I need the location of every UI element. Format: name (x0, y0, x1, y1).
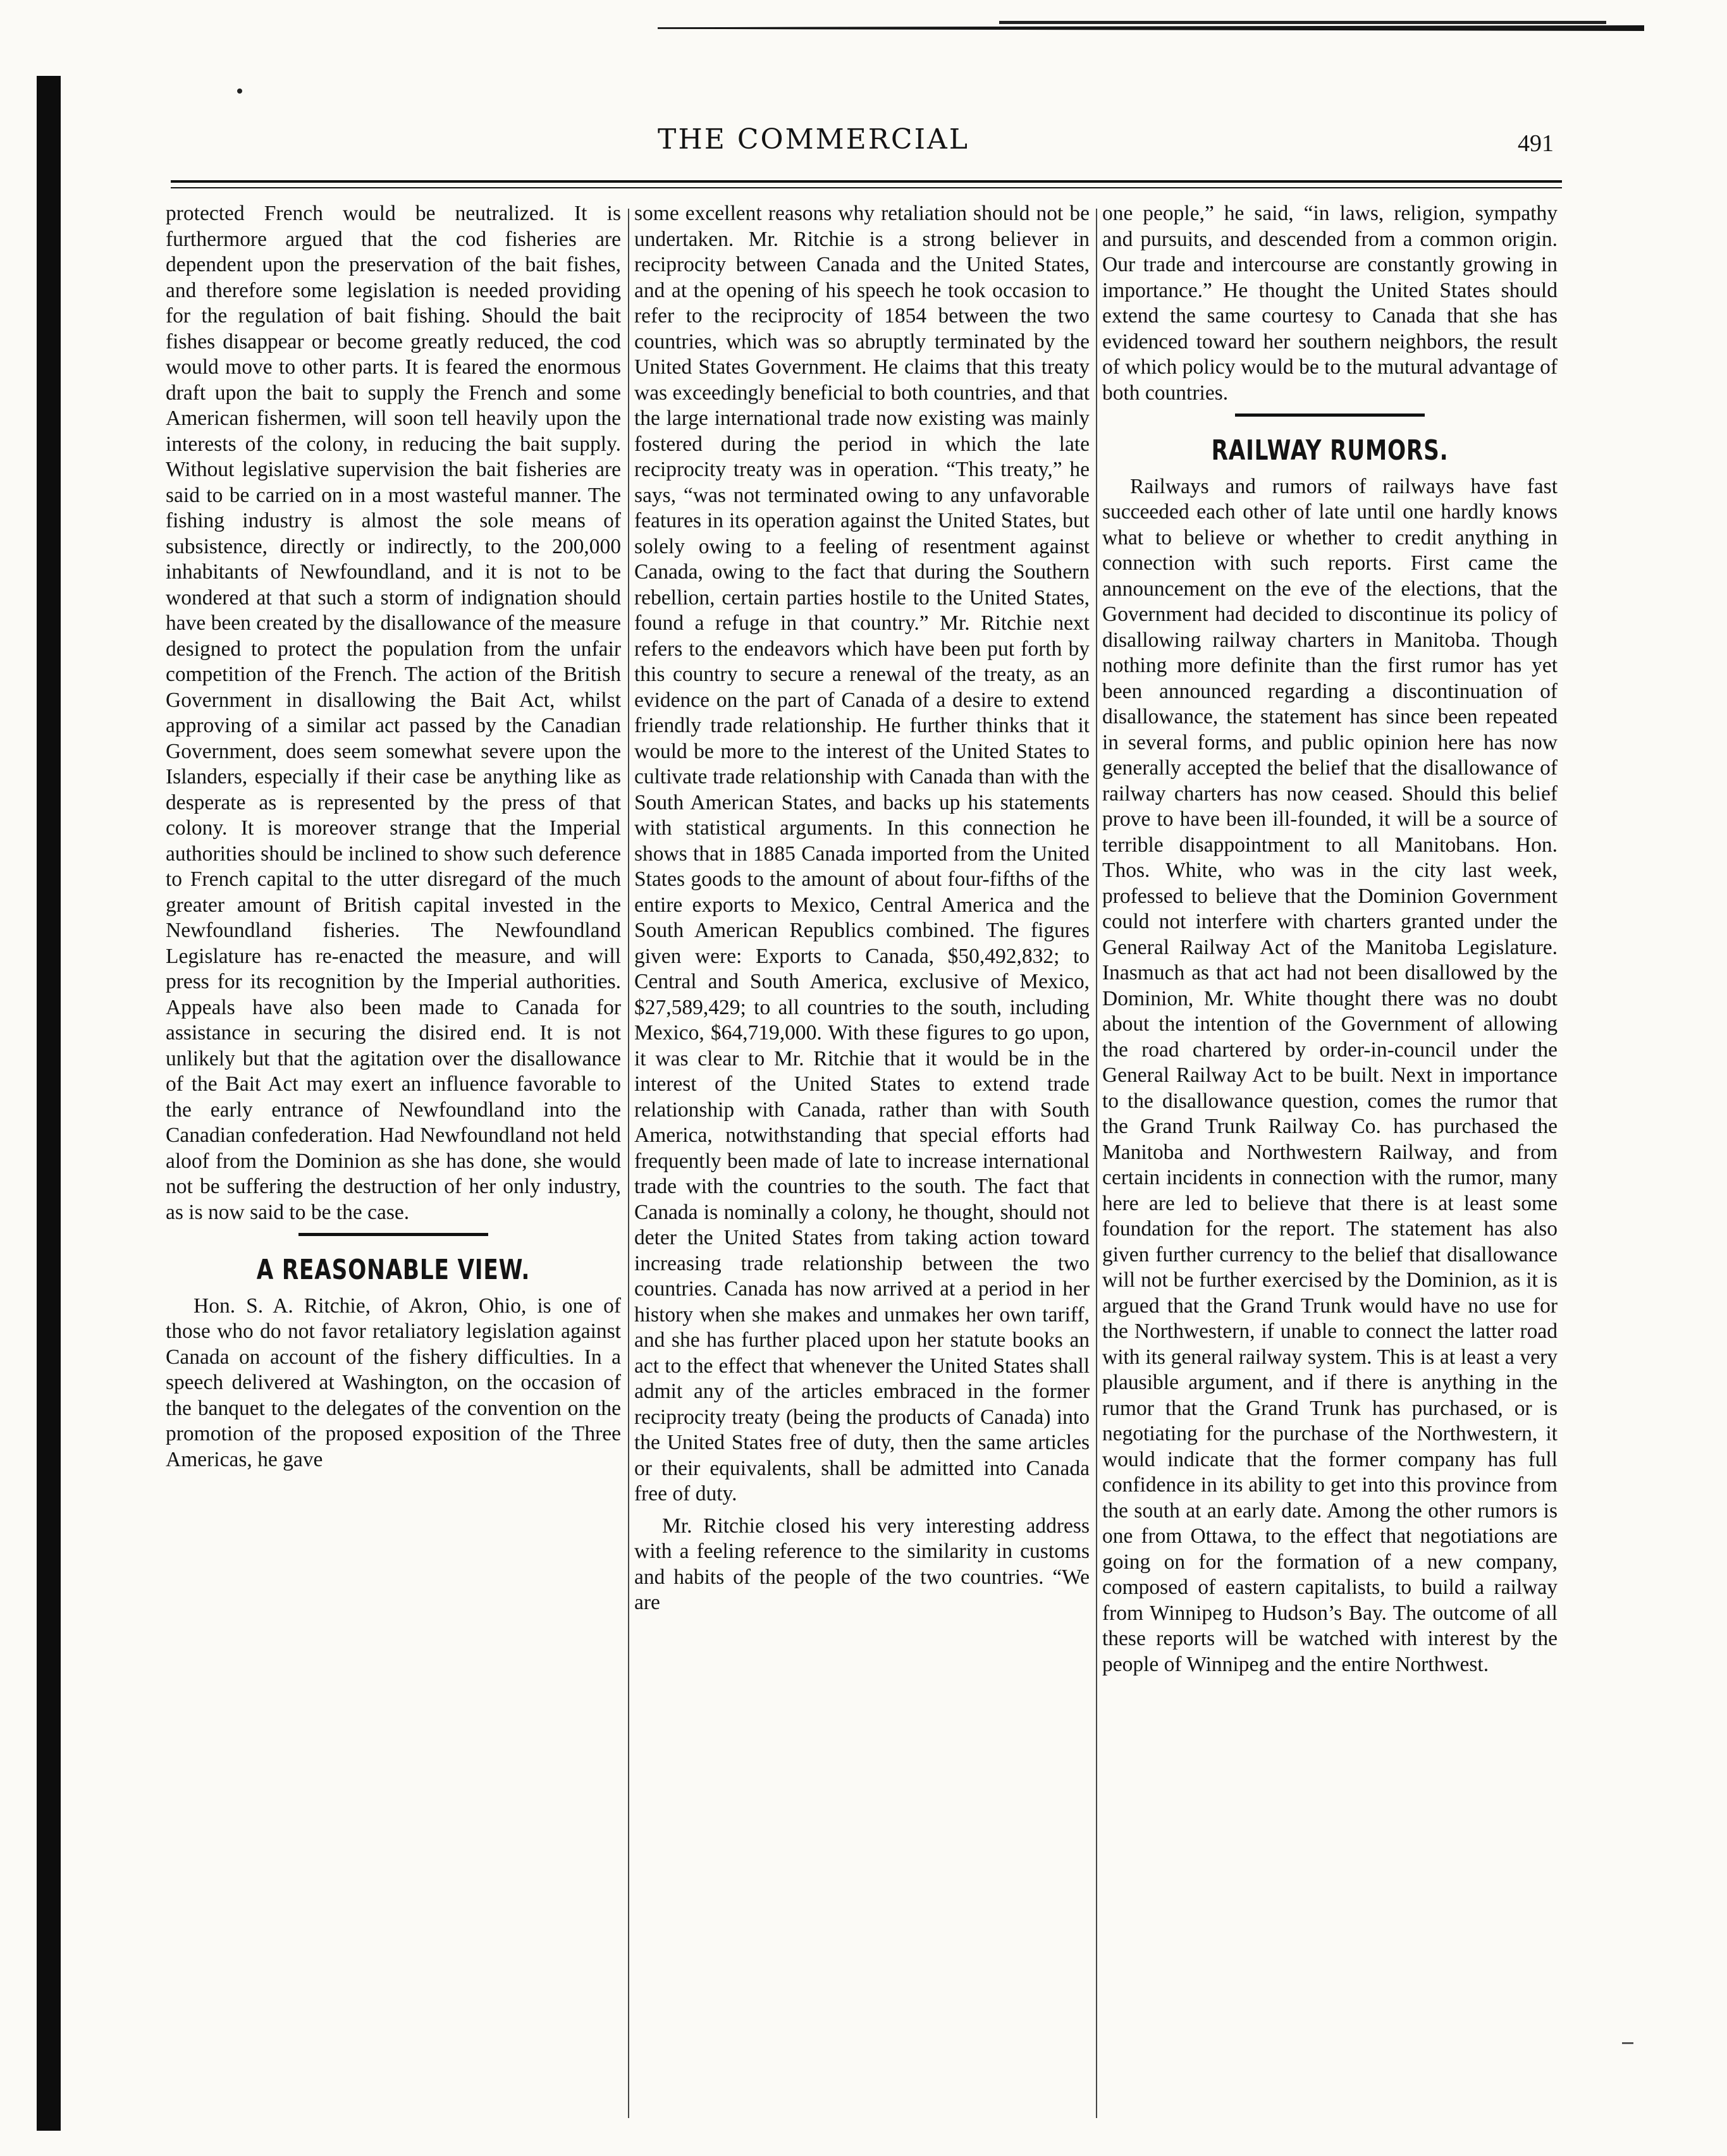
column-1 (166, 201, 621, 2126)
heading-railway-rumors: RAILWAY RUMORS. (1211, 434, 1449, 467)
column-3 (1102, 201, 1558, 2126)
column-divider (1096, 209, 1097, 2118)
header-rule-thin (171, 187, 1562, 188)
article-text: some excellent reasons why retaliation should not be undertaken. Mr. Ritchie is a strong believer in reciprocity between Canada and the United States, and at the opening of his speech he took occasion to refer to the reciprocity of 1854 between the two countries, which was so abruptly terminated by the United States Government. He claims that this treaty was exceedingly beneficial to both countries, and that the large international trade now existing was mainly fostered during the period in which the late reciprocity treaty was in operation. “This treaty,” he says, “was not terminated owing to any unfavorable features in its operation against the United States, but solely owing to a feeling of resentment against Canada, owing to the fact that during the Southern rebellion, certain parties hostile to the United States, found a refuge in that country.” Mr. Ritchie next refers to the endeavors which have been put forth by this country to secure a renewal of the treaty, as an evidence on the part of Canada of a desire to extend friendly trade relationship. He further thinks that it would be more to the interest of the United States to cultivate trade relationship with Canada than with the South American States, and backs up his statements with statistical arguments. In this connection he shows that in 1885 Canada imported from the United States goods to the amount of about four-fifths of the entire exports to Mexico, Central America and the South American Republics combined. The figures given were: Exports to Canada, $50,492,832; to Central and South America, exclusive of Mexico, $27,589,429; to all countries to the south, including Mexico, $64,719,000. With these figures to go upon, it was clear to Mr. Ritchie that it would be in the interest of the United States to extend trade relationship with Canada, rather than with South America, notwithstanding that special efforts had frequently been made of late to increase international trade with the countries to the south. The fact that Canada is nominally a colony, he thought, should not deter the United States from taking action toward increasing trade relationship between the two countries. Canada has now arrived at a period in her history when she makes and unmakes her own tariff, and she has further placed upon her statute books an act to the effect that whenever the United States shall admit any of the articles embraced in the former reciprocity treaty (being the products of Canada) into the United States free of duty, then the same articles or their equivalents, shall be admitted into Canada free of duty. (634, 202, 1090, 1505)
page-number: 491 (1518, 130, 1554, 157)
page-speck (237, 89, 242, 94)
heading-rule (1235, 413, 1425, 417)
masthead-title: THE COMMERCIAL (658, 123, 969, 156)
column-2 (634, 201, 1090, 2126)
article-text: Railways and rumors of railways have fast succeeded each other of late until one hardly knows what to believe or whether to credit anything in connection with such reports. First came the announcement on the eve of the elections, that the Government had decided to discontinue its policy of disallowing railway charters in Manitoba. Though nothing more definite than the first rumor has yet been announced regarding a discontinuation of disallowance, the statement has since been repeated in several forms, and public opinion here has now generally accepted the belief that the disallowance of railway charters has now ceased. Should this belief prove to have been ill-founded, it will be a source of terrible disappointment to all Manitobans. Hon. Thos. White, who was in the city last week, professed to believe that the Dominion Government could not interfere with charters granted under the General Railway Act of the Manitoba Legislature. Inasmuch as that act had not been disallowed by the Dominion, Mr. White thought there was no doubt about the intention of the Government of allowing the road chartered by order-in-council under the General Railway Act to be built. Next in importance to the disallowance question, comes the rumor that the Grand Trunk Railway Co. has purchased the Manitoba and Northwestern Railway, and from certain incidents in connection with the rumor, many here are led to believe that there is at least some foundation for the report. The statement has also given further currency to the belief that disallowance will not be further exercised by the Dominion, as it is argued that the Grand Trunk would have no use for the Northwestern, if unable to connect the latter road with its general railway system. This is at least a very plausible argument, and if there is anything in the rumor that the Grand Trunk has purchased, or is negotiating for the purchase of the Northwestern, it would indicate that the former company has full confidence in its ability to get into this province from the south at an early date. Among the other rumors is one from Ottawa, to the effect that negotiations are going on for the formation of a new company, composed of eastern capitalists, to build a railway from Winnipeg to Hudson’s Bay. The outcome of all these reports will be watched with interest by the people of Winnipeg and the entire Northwest. (1102, 474, 1558, 1676)
heading-a-reasonable-view: A REASONABLE VIEW. (256, 1254, 531, 1286)
article-text: protected French would be neutralized. It is furthermore argued that the cod fisheries are dependent upon the preservation of the bait fishes, and therefore some legislation is needed providing for the regulation of bait fishing. Should the bait fishes disappear or become greatly reduced, the cod would move to other parts. It is feared the enormous draft upon the bait to supply the French and some American fishermen, will soon tell heavily upon the interests of the colony, in reducing the bait supply. Without legislative supervision the bait fisheries are said to be carried on in a most wasteful manner. The fishing industry is almost the sole means of subsistence, directly or indirectly, to the 200,000 inhabitants of Newfoundland, and it is not to be wondered at that such a storm of indignation should have been created by the disallowance of the measure designed to protect the population from the unfair competition of the French. The action of the British Government in disallowing the Bait Act, whilst approving of a similar act passed by the Canadian Government, does seem somewhat severe upon the Islanders, especially if their case be anything like as desperate as is represented by the press of that colony. It is moreover strange that the Imperial authorities should be inclined to show such deference to French capital to the utter disregard of the much greater amount of British capital invested in the Newfoundland fisheries. The Newfoundland Legislature has re-enacted the measure, and will press for its recognition by the Imperial authorities. Appeals have also been made to Canada for assistance in securing the disired end. It is not unlikely but that the agitation over the disallowance of the Bait Act may exert an influence favorable to the early entrance of Newfoundland into the Canadian confederation. Had Newfoundland not held aloof from the Dominion as she has done, she would not be suffering the destruction of her only industry, as is now said to be the case. (166, 202, 621, 1224)
header-rule (171, 180, 1562, 183)
binding-edge (37, 76, 61, 2131)
section-heading (166, 1233, 621, 1286)
column-divider (628, 209, 629, 2118)
heading-rule (298, 1233, 488, 1236)
article-text: Hon. S. A. Ritchie, of Akron, Ohio, is one of those who do not favor retaliatory legislation against Canada on account of the fishery difficulties. In a speech delivered at Washington, on the occasion of the banquet to the delegates of the convention on the promotion of the proposed exposition of the Three Americas, he gave (166, 1294, 621, 1471)
article-text: one people,” he said, “in laws, religion, sympathy and pursuits, and descended from a common origin. Our trade and intercourse are constantly growing in importance.” He thought the United States should extend the same courtesy to Canada that she has evidenced toward her southern neighbors, the result of which policy would be to the mutural advantage of both countries. (1102, 202, 1558, 405)
article-text: Mr. Ritchie closed his very interesting address with a feeling reference to the similarity in customs and habits of the people of the two countries. “We are (634, 1514, 1090, 1614)
decorative-rule-top-thin (999, 21, 1606, 24)
decorative-rule-top (658, 25, 1644, 31)
margin-mark (1622, 2042, 1633, 2044)
section-heading (1102, 413, 1558, 467)
